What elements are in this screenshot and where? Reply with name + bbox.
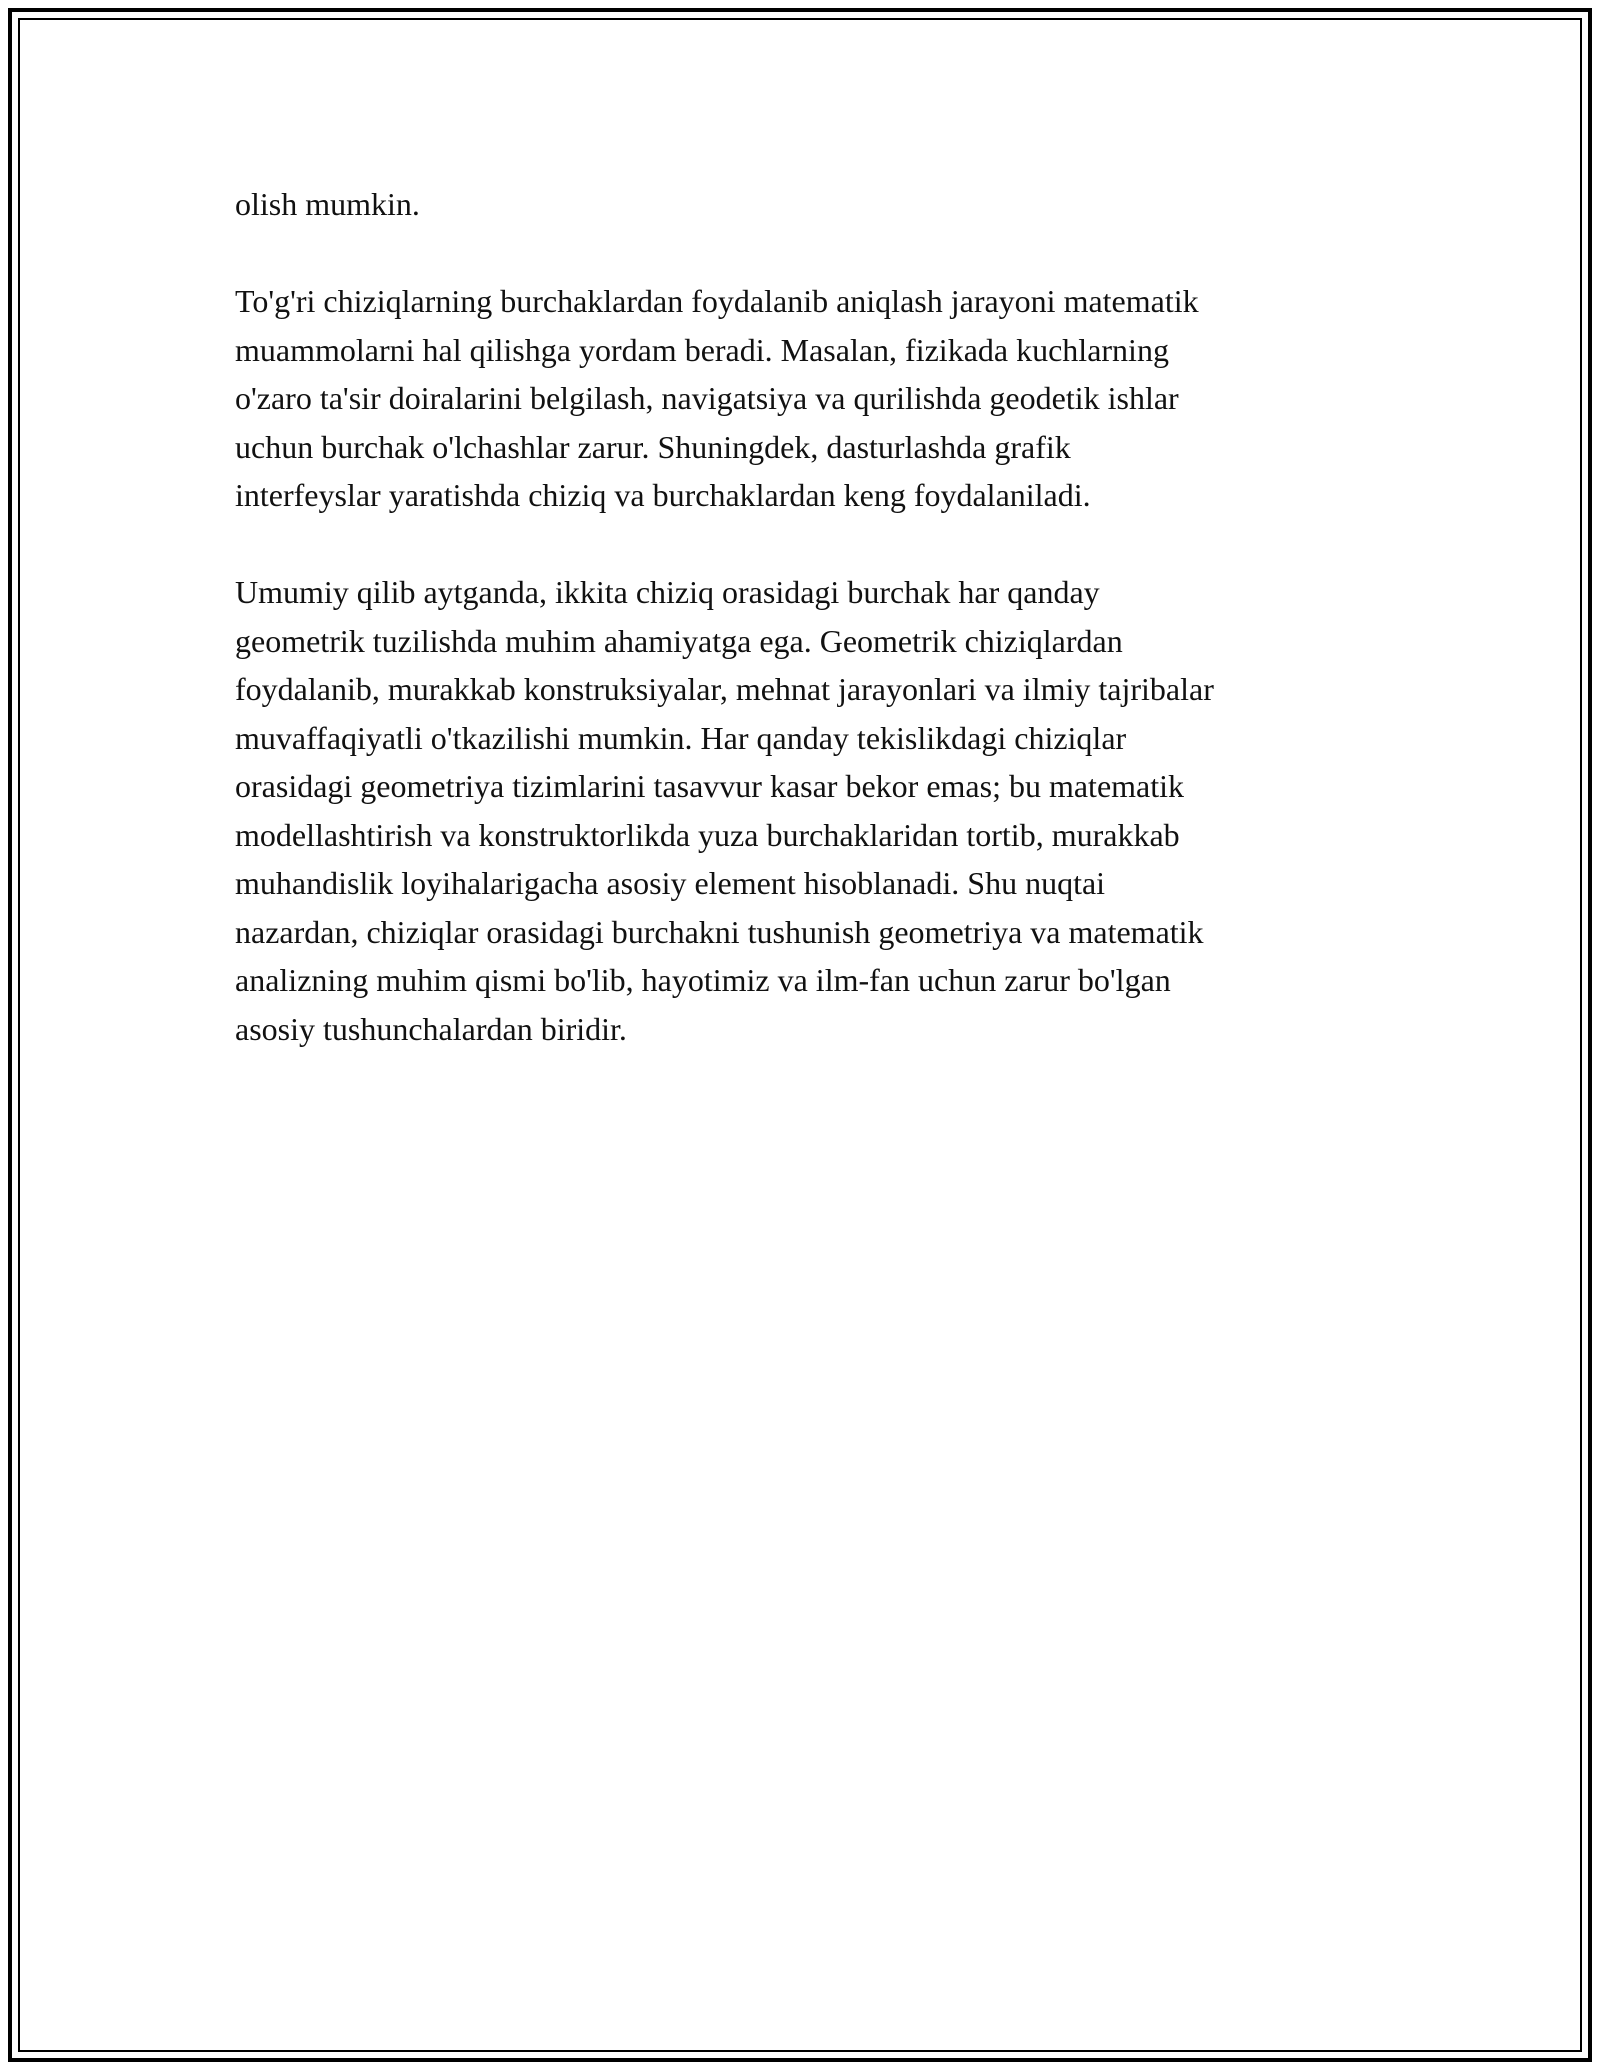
document-body <box>235 180 1375 1053</box>
paragraph-applications: To'g'ri chiziqlarning burchaklardan foydalanib aniqlash jarayoni matematik muammolarni hal qilishga yordam beradi. Masalan, fizikada kuchlarning o'zaro ta'sir doiralarini belgilash, navigatsiya va qurilishda geodetik ishlar uchun burchak o'lchashlar zarur. Shuningdek, dasturlashda grafik interfeyslar yaratishda chiziq va burchaklardan keng foydalaniladi. <box>235 283 1199 513</box>
paragraph-continuation: olish mumkin. <box>235 186 420 222</box>
paragraph-conclusion: Umumiy qilib aytganda, ikkita chiziq orasidagi burchak har qanday geometrik tuzilishda muhim ahamiyatga ega. Geometrik chiziqlardan foydalanib, murakkab konstruksiyalar, mehnat jarayonlari va ilmiy tajribalar muvaffaqiyatli o'tkazilishi mumkin. Har qanday tekislikdagi chiziqlar orasidagi geometriya tizimlarini tasavvur kasar bekor emas; bu matematik modellashtirish va konstruktorlikda yuza burchaklaridan tortib, murakkab muhandislik loyihalarigacha asosiy element hisoblanadi. Shu nuqtai nazardan, chiziqlar orasidagi burchakni tushunish geometriya va matematik analizning muhim qismi bo'lib, hayotimiz va ilm-fan uchun zarur bo'lgan asosiy tushunchalardan biridir. <box>235 574 1214 1047</box>
